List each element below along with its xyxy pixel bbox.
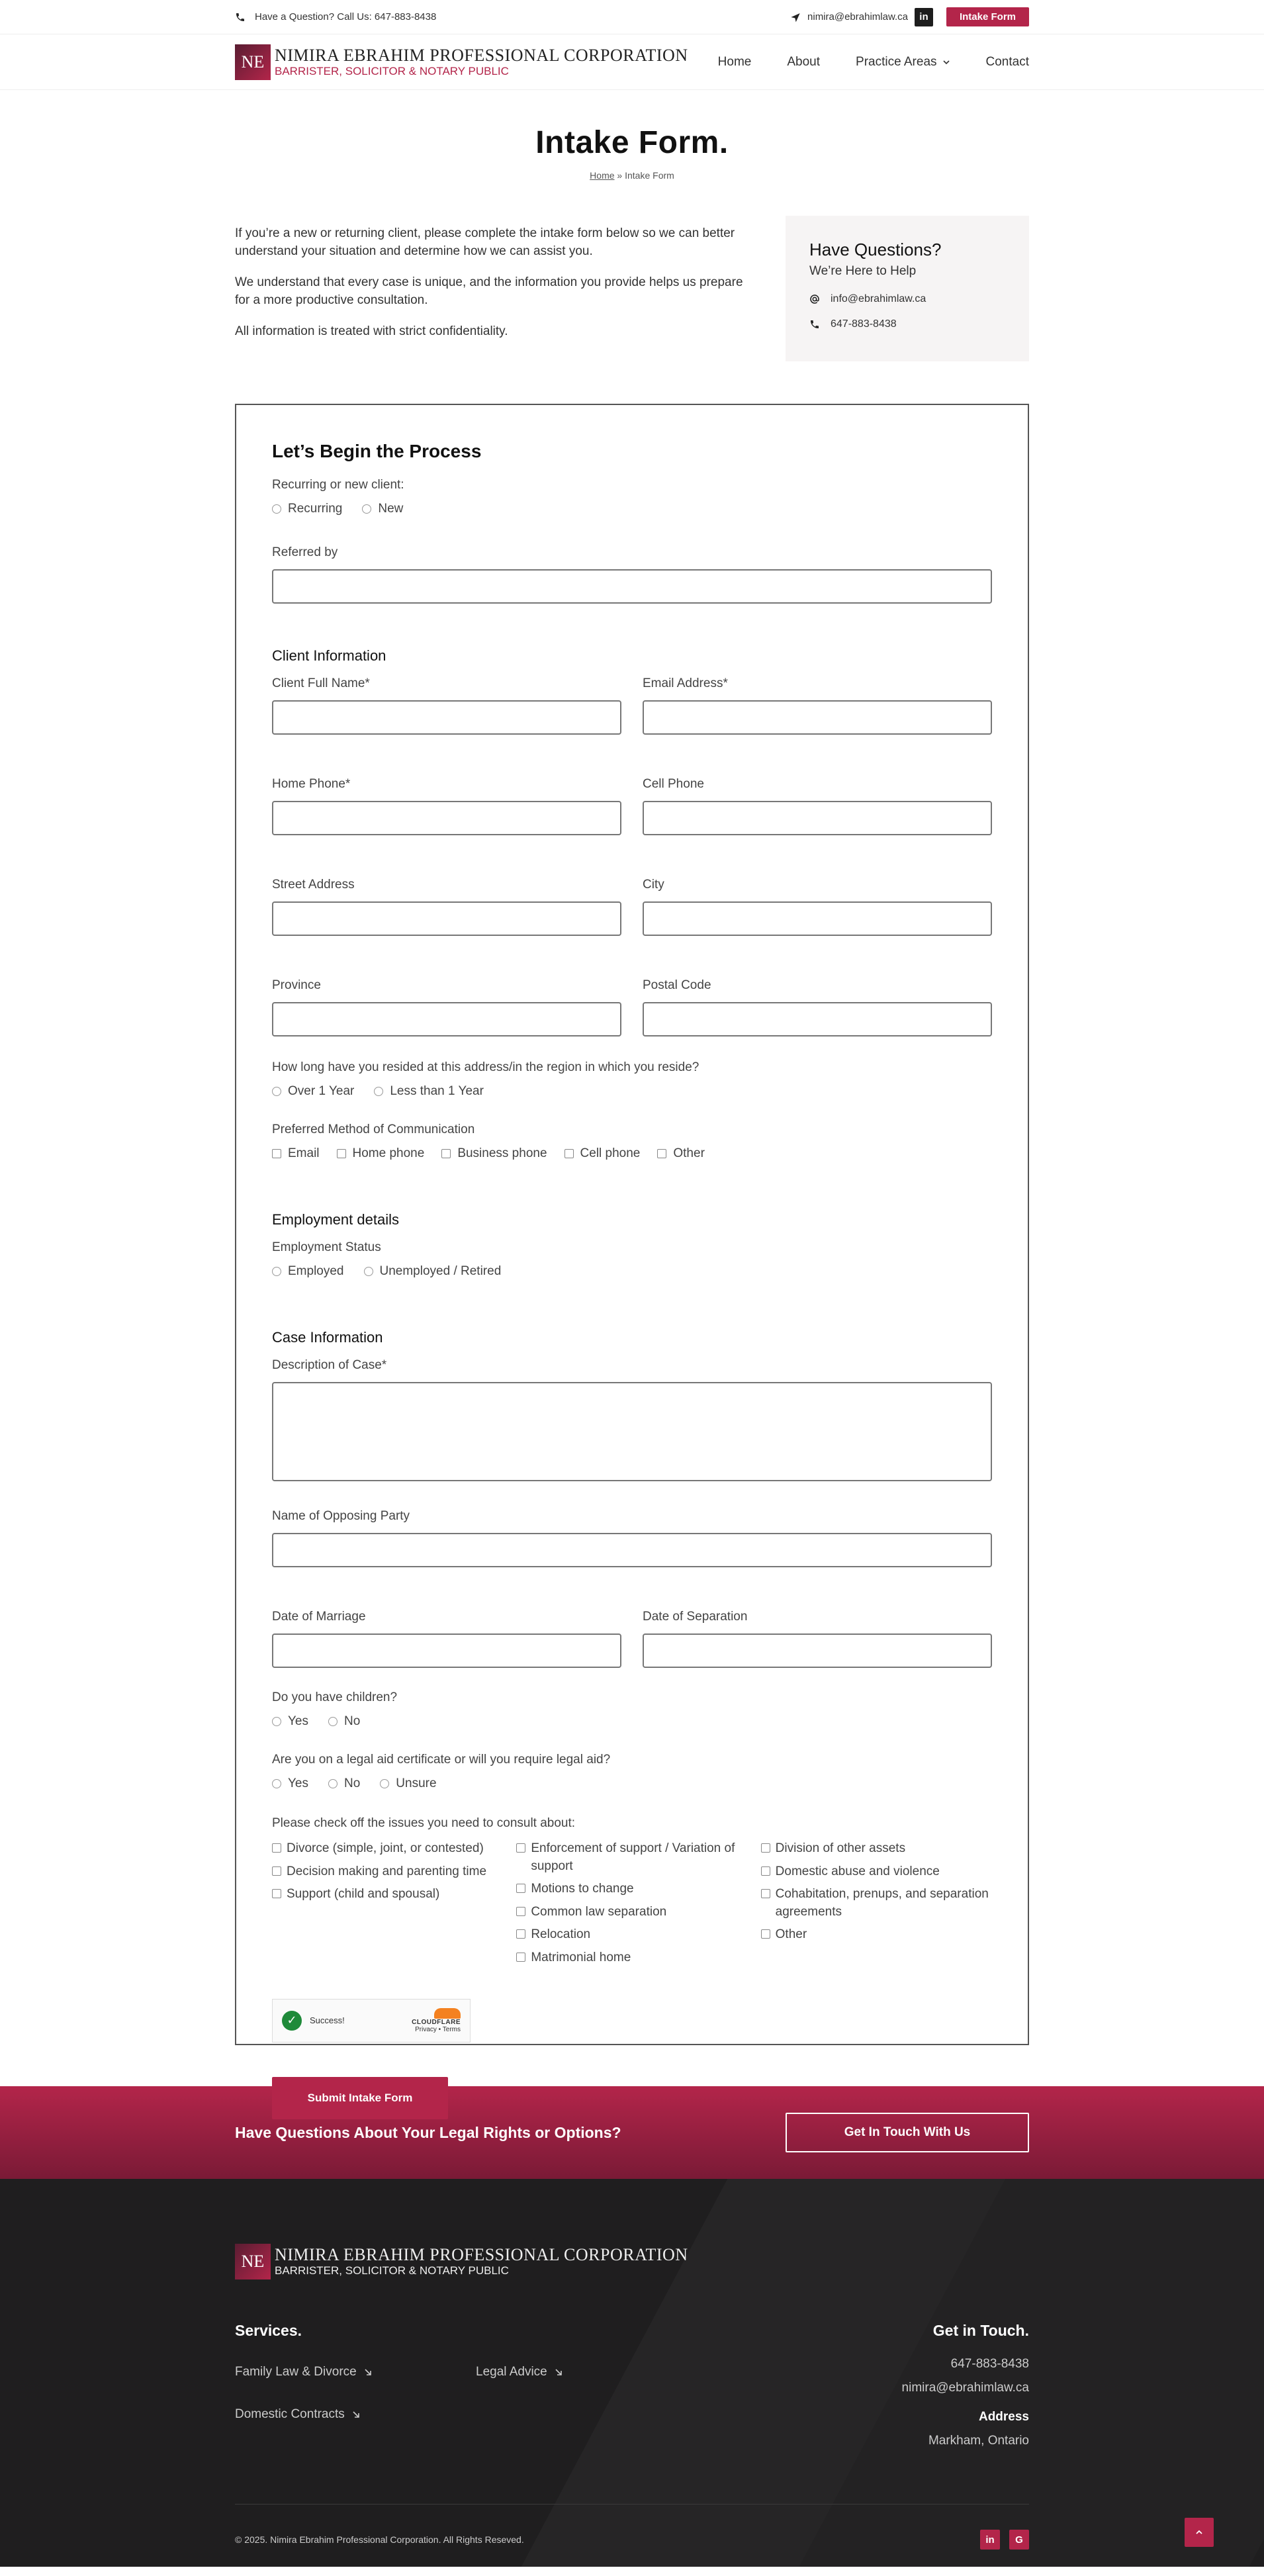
radio-label: Unsure	[396, 1776, 437, 1790]
checkbox-label: Divorce (simple, joint, or contested)	[287, 1841, 484, 1855]
footer-brand[interactable]	[235, 2179, 1029, 2279]
home-phone-label: Home Phone*	[272, 777, 351, 791]
checkbox-box[interactable]	[441, 1149, 451, 1158]
referred-input[interactable]	[272, 569, 992, 604]
checkbox-box[interactable]	[761, 1866, 770, 1876]
client-info-heading: Client Information	[272, 647, 386, 664]
city-input[interactable]	[643, 901, 992, 936]
radio-label: Yes	[288, 1776, 308, 1790]
checkbox-label: Enforcement of support / Variation of support	[531, 1841, 735, 1873]
page-title: Intake Form.	[535, 125, 729, 160]
captcha-links[interactable]: Privacy • Terms	[415, 2025, 461, 2033]
province-input[interactable]	[272, 1002, 621, 1036]
checkbox-issue[interactable]	[516, 1840, 747, 1875]
form-heading: Let’s Begin the Process	[272, 441, 482, 461]
checkbox-label: Support (child and spousal)	[287, 1887, 440, 1902]
checkbox-label: Email	[288, 1146, 320, 1160]
opposing-input[interactable]	[272, 1533, 992, 1567]
checkbox-label: Home phone	[352, 1146, 425, 1160]
checkbox-label: Division of other assets	[775, 1841, 906, 1855]
main-nav	[718, 55, 1029, 69]
intro-paragraph-2: We understand that every case is unique, and the information you provide helps us prepare for a more productive consultation.	[235, 275, 743, 307]
checkbox-issue[interactable]	[516, 1949, 747, 1967]
service-label: Domestic Contracts	[235, 2407, 345, 2421]
checkbox-comm-email[interactable]	[272, 1146, 320, 1161]
checkbox-comm-home-phone[interactable]	[337, 1146, 425, 1161]
footer-brand-name: NIMIRA EBRAHIM PROFESSIONAL CORPORATION	[275, 2244, 688, 2264]
postal-input[interactable]	[643, 1002, 992, 1036]
checkbox-box[interactable]	[516, 1953, 525, 1962]
cell-phone-input[interactable]	[643, 801, 992, 835]
radio-legal-aid-no[interactable]	[328, 1776, 360, 1791]
checkbox-comm-other[interactable]	[657, 1146, 705, 1161]
radio-employed[interactable]	[272, 1264, 344, 1279]
contact-heading: Get in Touch.	[932, 2322, 1029, 2339]
radio-circle[interactable]	[272, 1779, 281, 1788]
linkedin-icon[interactable]: in	[915, 8, 933, 26]
captcha-widget[interactable]	[272, 1999, 471, 2043]
radio-label: No	[344, 1714, 361, 1728]
radio-circle[interactable]	[328, 1779, 338, 1788]
legal-aid-label: Are you on a legal aid certificate or will you require legal aid?	[272, 1753, 611, 1767]
intake-form	[235, 404, 1029, 2104]
radio-over-1-year[interactable]	[272, 1084, 354, 1099]
checkbox-issue[interactable]	[272, 1863, 503, 1881]
checkbox-issue[interactable]	[516, 1926, 747, 1944]
checkbox-issue[interactable]	[516, 1880, 747, 1898]
radio-label: Recurring	[288, 502, 343, 516]
city-label: City	[643, 878, 664, 892]
street-label: Street Address	[272, 878, 355, 892]
referred-label: Referred by	[272, 545, 338, 559]
radio-label: Unemployed / Retired	[379, 1264, 502, 1278]
employment-label: Employment Status	[272, 1240, 381, 1254]
employment-heading: Employment details	[272, 1211, 399, 1228]
radio-circle[interactable]	[328, 1717, 338, 1726]
breadcrumb-current: Intake Form	[625, 170, 674, 181]
top-bar	[0, 0, 1264, 34]
address-text: Markham, Ontario	[928, 2434, 1029, 2448]
checkbox-box[interactable]	[337, 1149, 346, 1158]
nav-practice-areas[interactable]	[856, 55, 950, 69]
arrow-down-right-icon	[351, 2410, 361, 2419]
email-input[interactable]	[643, 700, 992, 735]
checkbox-box[interactable]	[272, 1149, 281, 1158]
service-label: Family Law & Divorce	[235, 2365, 357, 2379]
nav-about[interactable]: About	[787, 55, 821, 69]
linkedin-icon[interactable]: in	[980, 2530, 1000, 2550]
brand-logo[interactable]	[235, 44, 688, 80]
radio-circle[interactable]	[362, 504, 371, 514]
get-in-touch-button[interactable]: Get In Touch With Us	[786, 2113, 1029, 2152]
checkbox-box[interactable]	[516, 1884, 525, 1893]
checkbox-box[interactable]	[272, 1843, 281, 1853]
opposing-label: Name of Opposing Party	[272, 1509, 410, 1523]
checkbox-label: Other	[673, 1146, 705, 1160]
scroll-to-top-button[interactable]	[1185, 2518, 1214, 2547]
radio-label: Yes	[288, 1714, 308, 1728]
checkbox-label: Cell phone	[580, 1146, 641, 1160]
residence-label: How long have you resided at this address/in the region in which you reside?	[272, 1060, 700, 1074]
site-footer	[0, 2179, 1264, 2567]
radio-circle[interactable]	[272, 1267, 281, 1276]
phone-icon	[809, 319, 820, 330]
separation-date-input[interactable]	[643, 1633, 992, 1668]
copyright: © 2025. Nimira Ebrahim Professional Corporation. All Rights Reseved.	[235, 2534, 524, 2545]
checkbox-issue[interactable]	[761, 1886, 992, 1921]
help-subtitle: We’re Here to Help	[809, 264, 917, 278]
phone-icon	[235, 12, 246, 23]
radio-recurring[interactable]	[272, 502, 342, 516]
service-link-legal-advice[interactable]	[476, 2365, 608, 2379]
brand-tagline: BARRISTER, SOLICITOR & NOTARY PUBLIC	[275, 64, 509, 77]
nav-home[interactable]: Home	[717, 55, 752, 69]
checkbox-box[interactable]	[761, 1843, 770, 1853]
brand-name: NIMIRA EBRAHIM PROFESSIONAL CORPORATION	[275, 45, 688, 65]
checkbox-issue[interactable]	[272, 1840, 503, 1858]
email-label: Email Address*	[643, 676, 728, 690]
checkbox-box[interactable]	[516, 1843, 525, 1853]
checkbox-issue[interactable]	[761, 1840, 992, 1858]
help-phone-link[interactable]: 647-883-8438	[831, 318, 897, 330]
breadcrumb-home[interactable]: Home	[590, 170, 615, 181]
checkbox-issue[interactable]	[272, 1886, 503, 1904]
service-link-domestic-contracts[interactable]	[235, 2407, 476, 2422]
radio-legal-aid-unsure[interactable]	[380, 1776, 436, 1791]
cell-phone-label: Cell Phone	[643, 777, 704, 791]
checkbox-label: Cohabitation, prenups, and separation agreements	[775, 1887, 989, 1919]
checkbox-label: Other	[775, 1927, 807, 1942]
intro-paragraph-1: If you’re a new or returning client, please complete the intake form below so we can better understand your situation and determine how we can assist you.	[235, 226, 735, 258]
checkbox-label: Matrimonial home	[531, 1950, 631, 1964]
intro-paragraph-3: All information is treated with strict confidentiality.	[235, 324, 508, 338]
cta-title: Have Questions About Your Legal Rights or Options?	[235, 2123, 621, 2141]
checkbox-box[interactable]	[761, 1929, 770, 1939]
topbar-email-link[interactable]: nimira@ebrahimlaw.ca	[807, 11, 908, 23]
arrow-down-right-icon	[554, 2368, 563, 2377]
chevron-up-icon	[1195, 2528, 1204, 2537]
checkbox-issue[interactable]	[516, 1904, 747, 1921]
case-heading: Case Information	[272, 1329, 383, 1346]
full-name-label: Client Full Name*	[272, 676, 370, 690]
service-link-family-law[interactable]	[235, 2365, 476, 2379]
radio-label: No	[344, 1776, 361, 1790]
communication-label: Preferred Method of Communication	[272, 1123, 475, 1136]
marriage-date-input[interactable]	[272, 1633, 621, 1668]
marriage-label: Date of Marriage	[272, 1610, 366, 1624]
logo-mark: NE	[235, 44, 271, 80]
footer-brand-tagline: BARRISTER, SOLICITOR & NOTARY PUBLIC	[275, 2264, 509, 2277]
service-label: Legal Advice	[476, 2365, 547, 2379]
radio-circle[interactable]	[374, 1087, 383, 1096]
checkbox-label: Business phone	[457, 1146, 547, 1160]
checkbox-box[interactable]	[272, 1866, 281, 1876]
issues-checklist	[272, 1840, 992, 1972]
intake-form-button[interactable]: Intake Form	[946, 7, 1029, 26]
client-type-label: Recurring or new client:	[272, 478, 404, 492]
checkbox-box[interactable]	[516, 1929, 525, 1939]
footer-logo-mark: NE	[235, 2244, 271, 2279]
home-phone-input[interactable]	[272, 801, 621, 835]
street-input[interactable]	[272, 901, 621, 936]
nav-practice-label: Practice Areas	[856, 55, 937, 69]
radio-label: Over 1 Year	[288, 1084, 355, 1098]
radio-less-1-year[interactable]	[374, 1084, 484, 1099]
description-textarea[interactable]	[272, 1382, 992, 1481]
checkbox-label: Motions to change	[531, 1882, 634, 1896]
checkbox-box[interactable]	[272, 1889, 281, 1898]
checkbox-comm-business-phone[interactable]	[441, 1146, 547, 1161]
breadcrumb	[0, 170, 1264, 181]
children-label: Do you have children?	[272, 1690, 398, 1704]
captcha-brand: CLOUDFLARE	[412, 2018, 461, 2026]
radio-circle[interactable]	[272, 504, 281, 514]
checkbox-box[interactable]	[516, 1907, 525, 1916]
province-label: Province	[272, 978, 321, 992]
radio-circle[interactable]	[272, 1087, 281, 1096]
checkbox-comm-cell-phone[interactable]	[564, 1146, 641, 1161]
breadcrumb-separator: »	[614, 170, 625, 181]
captcha-status: Success!	[310, 2015, 345, 2026]
google-icon[interactable]: G	[1009, 2530, 1029, 2550]
page-title-area	[0, 90, 1264, 216]
checkbox-label: Common law separation	[531, 1904, 667, 1919]
intro-section	[235, 216, 1029, 361]
help-email-link[interactable]: info@ebrahimlaw.ca	[831, 293, 926, 304]
send-icon	[790, 12, 801, 23]
chevron-down-icon	[942, 58, 950, 66]
radio-children-no[interactable]	[328, 1714, 360, 1729]
nav-contact[interactable]: Contact	[985, 55, 1029, 69]
checkbox-box[interactable]	[761, 1889, 770, 1898]
radio-new[interactable]	[362, 502, 403, 516]
at-icon	[809, 294, 820, 304]
help-title: Have Questions?	[809, 240, 942, 259]
separation-label: Date of Separation	[643, 1610, 748, 1624]
checkbox-label: Relocation	[531, 1927, 591, 1942]
radio-label: New	[378, 502, 404, 516]
cta-banner	[0, 2086, 1264, 2179]
radio-circle[interactable]	[380, 1779, 389, 1788]
full-name-input[interactable]	[272, 700, 621, 735]
footer-phone-link[interactable]: 647-883-8438	[950, 2357, 1029, 2371]
call-us-text[interactable]: Have a Question? Call Us: 647-883-8438	[255, 11, 437, 23]
radio-circle[interactable]	[272, 1717, 281, 1726]
radio-label: Less than 1 Year	[390, 1084, 484, 1098]
radio-unemployed[interactable]	[364, 1264, 502, 1279]
check-icon: ✓	[282, 2011, 302, 2031]
checkbox-issue[interactable]	[761, 1926, 992, 1944]
address-heading: Address	[978, 2410, 1029, 2424]
checkbox-label: Domestic abuse and violence	[775, 1864, 940, 1878]
radio-children-yes[interactable]	[272, 1714, 308, 1729]
checkbox-label: Decision making and parenting time	[287, 1864, 487, 1878]
issues-label: Please check off the issues you need to consult about:	[272, 1816, 576, 1830]
checkbox-box[interactable]	[657, 1149, 666, 1158]
footer-email-link[interactable]: nimira@ebrahimlaw.ca	[901, 2381, 1029, 2395]
radio-legal-aid-yes[interactable]	[272, 1776, 308, 1791]
postal-label: Postal Code	[643, 978, 711, 992]
services-heading: Services.	[235, 2322, 302, 2339]
checkbox-box[interactable]	[564, 1149, 574, 1158]
radio-circle[interactable]	[364, 1267, 373, 1276]
description-label: Description of Case*	[272, 1358, 387, 1372]
cloudflare-logo	[434, 2008, 461, 2019]
checkbox-issue[interactable]	[761, 1863, 992, 1881]
radio-label: Employed	[288, 1264, 344, 1278]
arrow-down-right-icon	[363, 2368, 373, 2377]
site-header	[0, 34, 1264, 90]
help-card	[786, 216, 1029, 361]
submit-button[interactable]: Submit Intake Form	[272, 2077, 448, 2119]
